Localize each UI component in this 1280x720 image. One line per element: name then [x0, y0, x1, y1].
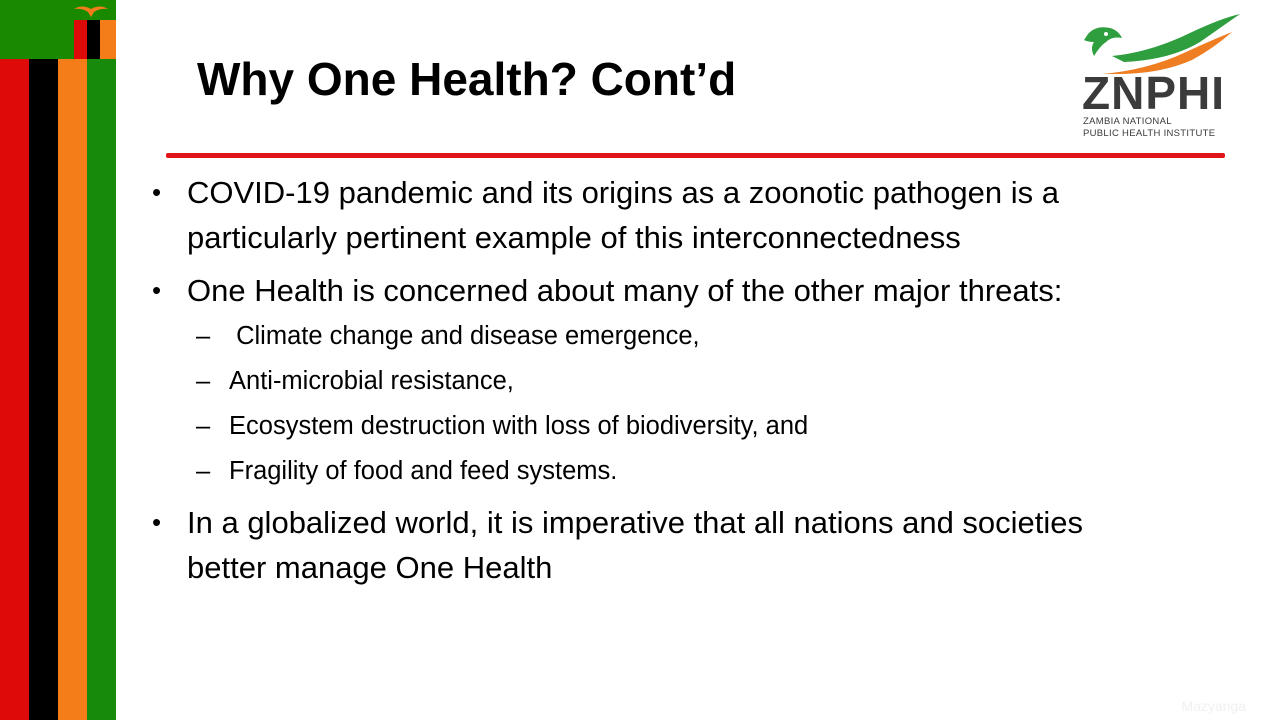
dash-icon: – — [196, 322, 211, 350]
sub-item — [150, 449, 1230, 494]
bullet-line: In a globalized world, it is imperative that all nations and societies — [187, 505, 1084, 540]
logo-wordmark: ZNPHI — [1082, 67, 1225, 119]
bullet-line: COVID-19 pandemic and its origins as a zoonotic pathogen is a — [187, 175, 1059, 210]
flag-stripes — [0, 59, 116, 720]
sub-item-text: Ecosystem destruction with loss of biodiversity, and — [229, 412, 809, 440]
orange-stripe — [58, 59, 87, 720]
black-stripe — [29, 59, 58, 720]
sub-item — [150, 314, 1230, 359]
red-stripe — [0, 59, 29, 720]
sub-item-text: Anti-microbial resistance, — [229, 367, 514, 395]
bullet-item — [150, 170, 1230, 260]
bullet-line: particularly pertinent example of this interconnectedness — [187, 220, 961, 255]
zambia-flag-icon — [0, 0, 116, 59]
slide-title: Why One Health? Cont’d — [197, 53, 737, 105]
bullet-icon: • — [152, 275, 162, 305]
green-stripe — [87, 59, 116, 720]
dash-icon: – — [196, 457, 211, 485]
logo-subtitle-line1: ZAMBIA NATIONAL — [1083, 116, 1172, 127]
sub-item-text: Fragility of food and feed systems. — [229, 457, 618, 485]
slide-content — [150, 170, 1230, 598]
bullet-icon: • — [152, 507, 162, 537]
flag-orange-band — [100, 20, 116, 59]
bullet-line: better manage One Health — [187, 550, 553, 585]
bullet-icon: • — [152, 177, 162, 207]
sub-item — [150, 404, 1230, 449]
flag-red-band — [74, 20, 87, 59]
dash-icon: – — [196, 412, 211, 440]
sub-item-text: Climate change and disease emergence, — [229, 322, 700, 350]
flag-black-band — [87, 20, 100, 59]
dash-icon: – — [196, 367, 211, 395]
bird-logo-icon — [1082, 12, 1242, 74]
bullet-line: One Health is concerned about many of the other major threats: — [187, 273, 1063, 308]
watermark-text: Mazyanga — [1181, 698, 1246, 714]
znphi-logo — [1082, 12, 1242, 142]
eagle-icon — [72, 3, 110, 19]
bullet-item — [150, 500, 1230, 590]
sub-list — [150, 314, 1230, 494]
bullet-item — [150, 268, 1230, 313]
logo-subtitle-line2: PUBLIC HEALTH INSTITUTE — [1083, 128, 1216, 139]
sub-item — [150, 359, 1230, 404]
title-divider — [166, 153, 1225, 158]
